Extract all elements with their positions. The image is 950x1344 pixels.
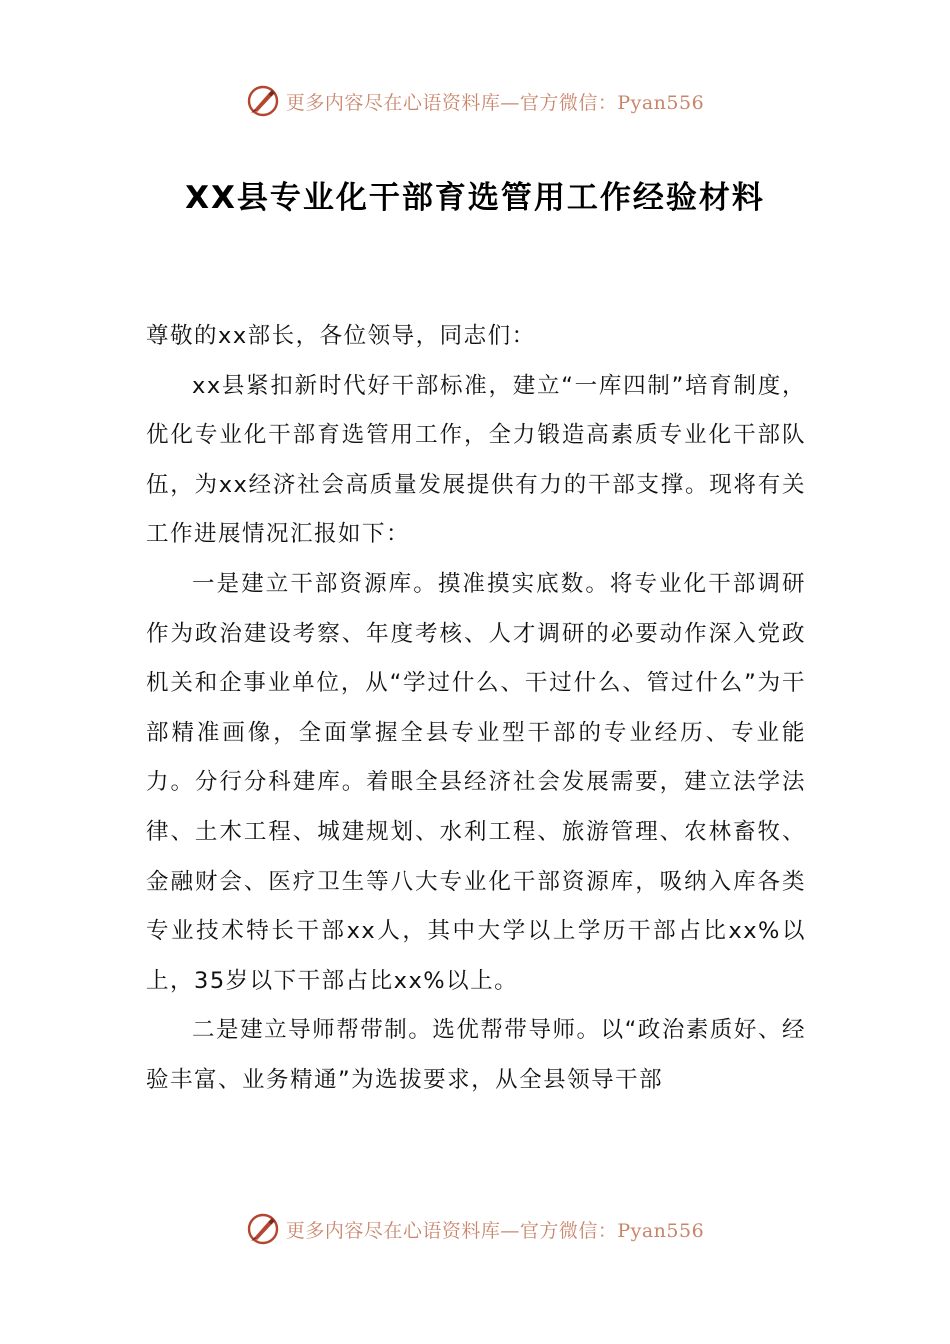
watermark-contact: 官方微信：Pyan556: [519, 1219, 705, 1242]
paragraph-resource-pool: 一是建立干部资源库。摸准摸实底数。将专业化干部调研作为政治建设考察、年度考核、人才调研的必要动作深入党政机关和企事业单位，从“学过什么、干过什么、管过什么”为干部精准画像，全面掌握全县专业型干部的专业经历、专业能力。分行分科建库。着眼全县经济社会发展需要，建立法学法律、土木工程、城建规划、水利工程、旅游管理、农林畜牧、金融财会、医疗卫生等八大专业化干部资源库，吸纳入库各类专业技术特长干部xx人，其中大学以上学历干部占比xx%以上，35岁以下干部占比xx%以上。: [146, 570, 806, 994]
paragraph-mentor-system: 二是建立导师帮带制。选优帮带导师。以“政治素质好、经验丰富、业务精通”为选拔要求，从全县领导干部: [146, 1017, 806, 1093]
document-body: [146, 312, 806, 1106]
watermark-contact: 官方微信：Pyan556: [519, 91, 705, 114]
watermark-site: 更多内容尽在心语资料库: [285, 1219, 501, 1242]
document-title: XX县专业化干部育选管用工作经验材料: [185, 180, 765, 216]
watermark-separator: —: [500, 1219, 520, 1242]
watermark-text: [286, 1216, 704, 1243]
watermark-text: [286, 88, 704, 115]
watermark-site: 更多内容尽在心语资料库: [285, 91, 501, 114]
salutation: 尊敬的xx部长，各位领导，同志们：: [146, 323, 536, 349]
watermark-separator: —: [500, 91, 520, 114]
header-watermark: [0, 84, 950, 118]
pen-logo-icon: [246, 84, 280, 118]
paragraph-intro: xx县紧扣新时代好干部标准，建立“一库四制”培育制度，优化专业化干部育选管用工作，全力锻造高素质专业化干部队伍，为xx经济社会高质量发展提供有力的干部支撑。现将有关工作进展情况汇报如下：: [146, 372, 806, 548]
pen-logo-icon: [246, 1212, 280, 1246]
footer-watermark: [0, 1212, 950, 1246]
